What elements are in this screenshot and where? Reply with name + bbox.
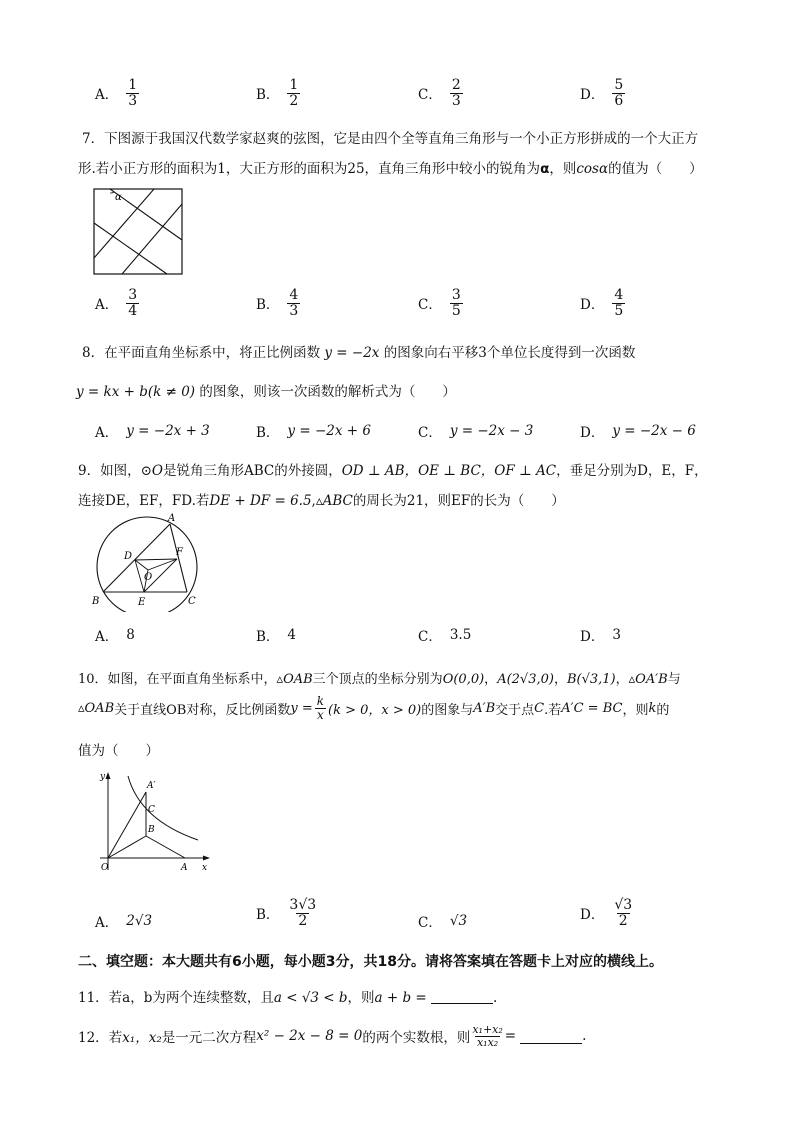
q12-line [78,1024,586,1048]
q7-line2 [78,157,703,177]
fraction [287,898,318,928]
fraction [612,78,625,108]
text: 是一元二次方程 [161,1030,257,1047]
text: ，则 [347,990,375,1006]
text: . [493,990,498,1006]
segment: A′B [473,700,496,716]
option-text: 3 [612,627,621,643]
option-text: y = −2x + 3 [126,423,210,439]
option-label: A． [95,87,119,104]
seg-de [135,560,144,592]
q7-line1: 7．下图源于我国汉代数学家赵爽的弦图，它是由四个全等直角三角形与一个小正方形拼成的一个大正方 [82,131,699,147]
option-label: B． [256,87,280,104]
text: 形.若小正方形的面积为1，大正方形的面积为25，直角三角形中较小的锐角为 [78,161,541,177]
q9-option-b [256,625,296,645]
q10-line1 [78,668,681,687]
option-text: 3.5 [449,627,472,643]
option-label: C． [418,629,442,645]
coordinate-figure [92,770,214,880]
fraction [126,288,139,318]
option-label: B． [256,425,280,441]
denominator: 3 [451,92,461,109]
alpha-label: α [115,192,122,203]
point-a: A(2√3,0) [497,672,554,687]
point-c: C [534,700,545,716]
option-label: D． [580,87,605,104]
numerator: 3 [451,287,461,303]
numerator: 3 [128,287,138,303]
side-ab [103,524,170,592]
numerator: x₁+x₂ [472,1023,503,1036]
q8-option-d [580,421,696,441]
numerator: √3 [614,897,633,913]
label-o: O [101,863,109,873]
q9-option-d [580,625,621,645]
text: .若 [544,702,562,718]
q10-line3: 值为（ ） [78,743,159,759]
variables: x₁，x₂ [122,1030,162,1047]
text: 的周长为21，则EF的长为（ ） [352,493,565,509]
text: 连接DE，EF，FD.若 [78,493,210,509]
numerator: 1 [128,77,138,93]
q8-option-a [95,421,210,441]
option-label: B． [256,297,280,314]
fraction [470,1024,504,1048]
text: ，则 [549,161,577,177]
circumcircle-figure [88,512,208,612]
option-label: A． [95,629,119,645]
q7-option-b [256,288,300,318]
q10-option-a [95,911,152,931]
y-arrow [106,772,111,779]
label-b: B [92,596,100,607]
q8-line1 [82,341,635,361]
separator: ， [484,672,498,687]
fraction [126,78,139,108]
equation: x² − 2x − 8 = 0 [256,1028,363,1045]
q7-option-a [95,288,139,318]
circle-symbol: ⊙O [140,463,163,479]
text: ，垂足分别为D，E，F， [556,463,708,479]
outer-square [94,189,182,274]
text: 11．若a，b为两个连续整数，且 [78,990,274,1006]
q8-line2 [76,380,456,400]
q8-option-b [256,421,371,441]
option-label: D． [580,425,605,441]
q11-line [78,986,497,1006]
triangle-symbol: ▵ABC [315,493,353,509]
text: 的图象，则该一次函数的解析式为（ ） [199,384,456,400]
q10-option-b [256,898,318,928]
q10-line2 [78,695,669,721]
denominator: 5 [451,302,461,319]
cos-expression: cosα [576,161,609,177]
text: . [582,1028,587,1045]
triangle-symbol: ▵OAB [276,672,313,687]
text: 与 [667,672,681,687]
alpha-arc [110,192,114,193]
text: 8．在平面直角坐标系中，将正比例函数 [82,345,321,361]
zhao-shuang-figure [93,188,185,278]
q10-option-d [580,898,634,928]
option-text: y = −2x − 3 [449,423,534,439]
text: 关于直线OB对称，反比例函数 [114,702,291,718]
q9-option-a [95,625,135,645]
section-2-heading: 二、填空题：本大题共有6小题，每小题3分，共18分。请将答案填在答题卡上对应的横线上。 [78,954,663,970]
fraction [287,288,300,318]
fraction [612,898,634,928]
equation: DE + DF = 6.5 [209,493,312,509]
denominator: x [316,707,324,722]
separator: ， [615,672,629,687]
option-label: C． [418,297,442,314]
text: 的 [656,702,670,718]
triangle-symbol: ▵OAB [78,700,115,716]
label-b: B [148,825,155,835]
function-expr: y = kx + b(k ≠ 0) [76,384,196,400]
numerator: 4 [614,287,624,303]
option-label: C． [418,87,442,104]
text: 的两个实数根，则 [362,1030,471,1047]
label-y: y [100,772,106,782]
text: 12．若 [78,1030,123,1047]
option-text: 8 [126,627,135,643]
triangle-symbol: ▵OA′B [628,672,668,687]
denominator: 2 [618,912,628,929]
label-a: A [181,863,188,873]
option-text: 4 [287,627,297,643]
alpha-symbol: α [540,161,550,177]
perpendiculars: OD ⊥ AB，OE ⊥ BC，OF ⊥ AC [341,463,557,479]
equation: A′C = BC [561,700,623,716]
fraction [612,288,625,318]
seg-oa-prime [108,792,146,858]
text: , [311,493,316,509]
option-label: D． [580,297,605,314]
option-text: y = −2x − 6 [612,423,696,439]
text: 三个顶点的坐标分别为 [312,672,443,687]
denominator: x₁x₂ [476,1035,499,1049]
numerator: 3√3 [289,897,317,913]
label-e: E [138,597,146,608]
denominator: 3 [289,302,299,319]
expression: a + b = [374,990,427,1006]
label-a: A [168,513,176,524]
q7-option-d [580,288,625,318]
text: 10．如图，在平面直角坐标系中， [78,672,277,687]
separator: ， [553,672,567,687]
option-label: A． [95,915,119,931]
seg-ob [108,836,146,858]
numerator: 4 [289,287,299,303]
option-label: B． [256,907,280,924]
denominator: 2 [298,912,308,929]
circle-o [97,517,197,612]
option-text: y = −2x + 6 [287,423,371,439]
q6-option-b [256,78,300,108]
text: ，则 [622,702,649,718]
option-label: D． [580,907,605,924]
label-f: F [176,547,183,558]
answer-blank[interactable] [520,1029,582,1044]
numerator: 5 [614,77,624,93]
option-label: A． [95,425,119,441]
text: 的值为（ ） [608,161,703,177]
fraction [450,78,463,108]
numerator: k [316,694,324,708]
text: 的图象与 [421,702,474,718]
q7-option-c [418,288,463,318]
function-condition: (k > 0，x > 0) [328,702,422,718]
text: 是锐角三角形ABC的外接圆， [162,463,342,479]
label-d: D [124,551,133,562]
variable-k: k [648,700,657,716]
x-arrow [203,856,210,861]
q6-option-a [95,78,139,108]
label-c: C [148,805,155,815]
fraction [450,288,463,318]
hyperbola [128,776,198,840]
option-label: A． [95,297,119,314]
text: = [504,1028,517,1045]
q6-option-c [418,78,463,108]
function-y: y = [290,700,313,716]
q9-option-c [418,625,471,645]
function-fraction [315,695,326,721]
label-a-prime: A′ [147,781,156,791]
option-label: C． [418,915,442,931]
text: 的图象向右平移3个单位长度得到一次函数 [383,345,636,361]
denominator: 4 [128,302,138,319]
label-o: O [144,572,153,583]
denominator: 2 [289,92,299,109]
point-b: B(√3,1) [566,672,616,687]
seg-fd [135,559,177,560]
inequality: a < √3 < b [273,990,348,1006]
q9-line2 [78,489,565,509]
seg-of [148,559,177,570]
option-label: B． [256,629,280,645]
answer-blank[interactable] [431,989,493,1004]
text: 9．如图， [78,463,141,479]
option-label: C． [418,425,442,441]
point-o: O(0,0) [442,672,485,687]
seg-ab [146,836,185,858]
option-text: 2√3 [126,913,153,929]
q10-option-c [418,911,467,931]
function-expr: y = −2x [324,345,380,361]
label-c: C [188,596,196,607]
option-text: √3 [449,913,468,929]
option-label: D． [580,629,605,645]
q8-option-c [418,421,533,441]
q6-option-d [580,78,625,108]
denominator: 5 [614,302,624,319]
denominator: 6 [614,92,624,109]
fraction [287,78,300,108]
label-x: x [202,863,208,873]
text: 交于点 [495,702,535,718]
tri-line-3 [94,223,167,274]
numerator: 2 [451,77,461,93]
numerator: 1 [289,77,299,93]
q9-line1 [78,459,708,479]
denominator: 3 [128,92,138,109]
